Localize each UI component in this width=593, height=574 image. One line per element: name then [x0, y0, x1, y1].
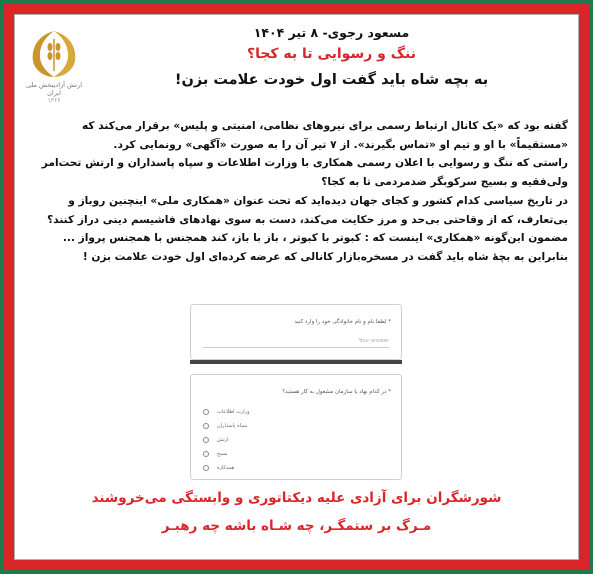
paragraph: راستی که ننگ و رسوایی با اعلان رسمی همکاری با وزارت اطلاعات و سپاه پاسداران و ارتش تحت‌امر ولی‌فقیه و بسیج سرکوبگر ضدمردمی تا به کجا؟ [41, 157, 568, 189]
footer-slogan: شورشگران برای آزادی علیه دیکتاتوری و وابستگی می‌خروشند [91, 490, 502, 506]
radio-icon [203, 451, 209, 457]
form-option [203, 421, 247, 431]
form-answer-placeholder: Your answer [358, 338, 389, 344]
radio-icon [203, 423, 209, 429]
logo-text: ارتش آزادیبخش ملی ایران [25, 81, 83, 97]
option-label: وزارت اطلاعات [217, 409, 250, 415]
paragraph: در تاریخ سیاسی کدام کشور و کجای جهان دیده‌اید که تحت عنوان «همکاری ملی» اینچنین روباز و بی‌تعارف، که از وقاحتی بی‌حد و مرز حکایت می‌کند، دست به سوی نهادهای فاشیسم دینی دراز کنند؟ [47, 194, 568, 226]
wheat-emblem-icon [23, 25, 85, 81]
radio-icon [203, 409, 209, 415]
form-option [203, 463, 234, 473]
radio-icon [203, 437, 209, 443]
form-answer-line [203, 347, 389, 348]
form-organization-card [190, 374, 402, 480]
paragraph: گفته بود که «یک کانال ارتباط رسمی برای نیروهای نظامی، امنیتی و پلیس» برقرار می‌کند که «مستقیماً» با او و تیم او «تماس بگیرند». از ۷ تیر آن را به صورت «آگهی» رونمایی کرد. [82, 120, 568, 151]
form-option [203, 407, 250, 417]
footer-slogan: مـرگ بر ستمگـر، چه شـاه باشه چه رهبـر [161, 518, 432, 534]
byline: مسعود رجوی- ۸ تیر ۱۴۰۴ [253, 25, 410, 40]
logo-year: ۱۳۶۶ [47, 97, 61, 104]
option-label: ارتش [217, 437, 229, 443]
logo [23, 25, 85, 104]
radio-icon [203, 465, 209, 471]
form-name-card [190, 304, 402, 360]
form-question: * در کدام نهاد یا سازمان مشغول به کار هستید؟ [282, 389, 391, 395]
option-label: بسیج [217, 451, 228, 457]
paragraph: مضمون این‌گونه «همکاری» اینست که : کبوتر با کبوتر ، باز با باز، کند همجنس با همجنس پرواز ... [62, 232, 568, 245]
form-option [203, 435, 229, 445]
form-option [203, 449, 228, 459]
footer-slogans [24, 484, 569, 540]
option-label: سپاه پاسداران [217, 423, 248, 429]
article-body [25, 117, 568, 267]
paragraph: بنابراین به بچهٔ شاه باید گفت در مسخره‌بازار کانالی که عرضه کرده‌ای اول خودت علامت بزن ! [82, 250, 568, 263]
option-label: همه‌کاره [217, 465, 235, 471]
form-divider [190, 360, 402, 364]
header [95, 23, 568, 93]
page-subtitle: به بچه شاه باید گفت اول خودت علامت بزن! [174, 72, 489, 88]
page-title: ننگ و رسوایی تا به کجا؟ [246, 46, 417, 62]
form-question: * لطفا نام و نام خانوادگی خود را وارد کنید [294, 319, 391, 325]
